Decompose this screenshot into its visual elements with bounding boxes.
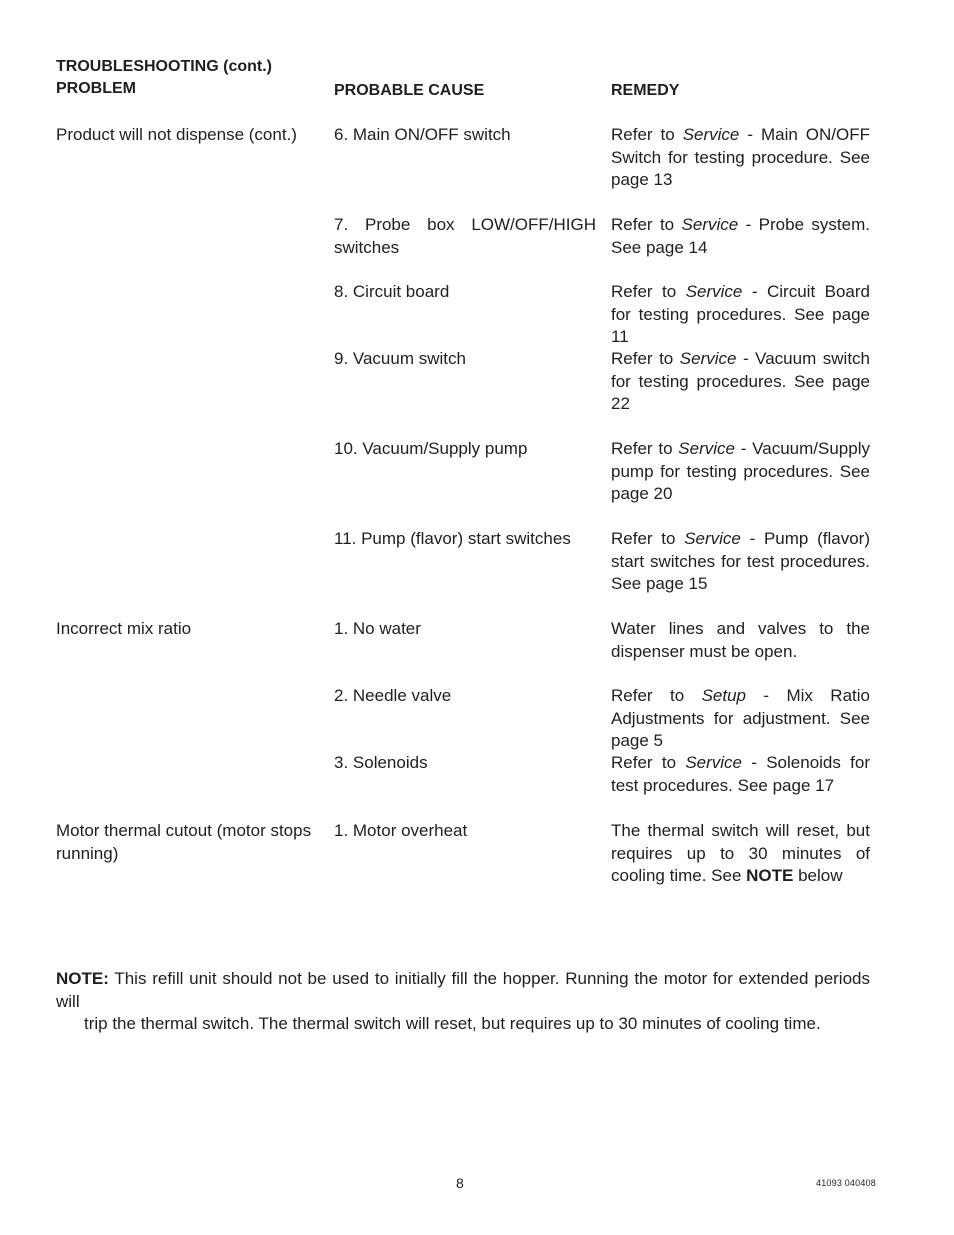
remedy-text: Refer to Service - Solenoids for test procedures. See page 17 — [611, 753, 870, 795]
problem-label: Motor thermal cutout (motor stops running) — [56, 821, 312, 863]
cause-label: 6. Main ON/OFF switch — [334, 125, 511, 144]
document-code: 41093 040408 — [816, 1178, 876, 1188]
remedy-text: Refer to Service - Vacuum/Supply pump for testing procedures. See page 20 — [611, 439, 870, 503]
cause-label: 1. Motor overheat — [334, 821, 468, 840]
remedy-text: Refer to Service - Main ON/OFF Switch for testing procedure. See page 13 — [611, 125, 870, 189]
cause-label: 10. Vacuum/Supply pump — [334, 439, 528, 458]
problem-label: Incorrect mix ratio — [56, 619, 192, 638]
note-paragraph — [56, 968, 870, 1036]
remedy-text: Refer to Setup - Mix Ratio Adjustments for adjustment. See page 5 — [611, 686, 870, 750]
remedy-text: Water lines and valves to the dispenser must be open. — [611, 619, 870, 661]
section-title: TROUBLESHOOTING (cont.) — [56, 58, 272, 75]
remedy-text: Refer to Service - Vacuum switch for testing procedures. See page 22 — [611, 349, 870, 413]
cause-label: 1. No water — [334, 619, 421, 638]
cause-label: 7. Probe box LOW/OFF/HIGH switches — [334, 215, 596, 257]
problem-label: Product will not dispense (cont.) — [56, 125, 297, 144]
column-header-cause: PROBABLE CAUSE — [334, 82, 485, 99]
page-number: 8 — [456, 1175, 464, 1191]
remedy-text: Refer to Service - Circuit Board for testing procedures. See page 11 — [611, 282, 870, 346]
cause-label: 3. Solenoids — [334, 753, 428, 772]
remedy-text: Refer to Service - Probe system. See page 14 — [611, 215, 870, 257]
cause-label: 2. Needle valve — [334, 686, 452, 705]
note-label: NOTE: — [56, 969, 109, 988]
remedy-text: Refer to Service - Pump (flavor) start switches for test procedures. See page 15 — [611, 529, 870, 593]
cause-label: 9. Vacuum switch — [334, 349, 466, 368]
column-header-remedy: REMEDY — [611, 82, 680, 99]
cause-label: 8. Circuit board — [334, 282, 450, 301]
note-line-2: trip the thermal switch. The thermal switch will reset, but requires up to 30 minutes of cooling time. — [84, 1014, 821, 1033]
note-line-1: This refill unit should not be used to initially fill the hopper. Running the motor for extended periods will — [56, 969, 870, 1011]
column-header-problem: PROBLEM — [56, 80, 136, 97]
remedy-text: The thermal switch will reset, but requires up to 30 minutes of cooling time. See NOTE below — [611, 821, 870, 885]
cause-label: 11. Pump (flavor) start switches — [334, 529, 571, 548]
